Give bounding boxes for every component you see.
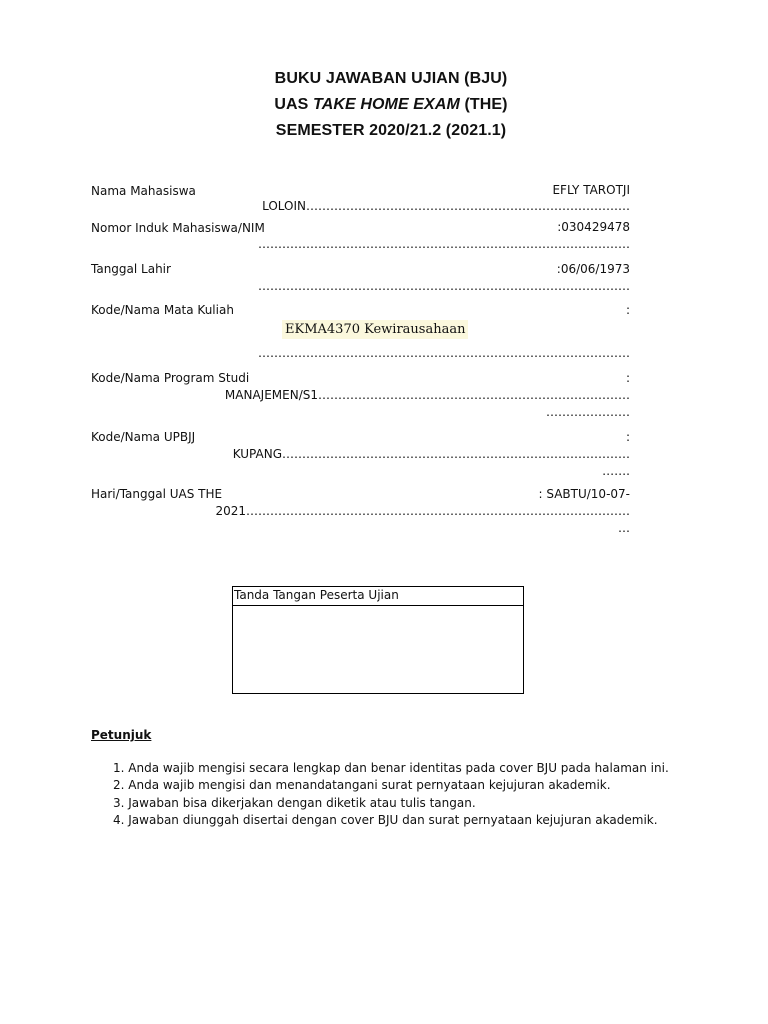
value-hari-tanggal-line2: 2021…………………………………………………………………………………… [215, 504, 630, 518]
value-nama-line2: LOLOIN……………………………………………………………………… [262, 199, 630, 213]
course-name-highlight: EKMA4370 Kewirausahaan [282, 320, 468, 339]
signature-area [233, 606, 523, 694]
instruction-item: 1. Anda wajib mengisi secara lengkap dan benar identitas pada cover BJU pada halaman ini. [113, 761, 669, 775]
instructions-list [113, 760, 669, 829]
header-exam-suffix: (THE) [459, 96, 508, 113]
signature-box [232, 586, 524, 694]
header-title: BUKU JAWABAN UJIAN (BJU) [274, 70, 508, 87]
instructions-title: Petunjuk [91, 728, 152, 742]
label-mata-kuliah: Kode/Nama Mata Kuliah [91, 303, 234, 317]
label-nama-mahasiswa: Nama Mahasiswa [91, 184, 196, 198]
value-nama-line1: EFLY TAROTJI [552, 183, 630, 197]
label-nim: Nomor Induk Mahasiswa/NIM [91, 221, 265, 235]
label-tanggal-lahir: Tanggal Lahir [91, 262, 171, 276]
header-exam-prefix: UAS [274, 96, 314, 113]
value-program-studi-colon: : [625, 371, 630, 385]
label-program-studi: Kode/Nama Program Studi [91, 371, 250, 385]
instruction-item: 3. Jawaban bisa dikerjakan dengan diketik atau tulis tangan. [113, 795, 476, 810]
header-exam-italic: TAKE HOME EXAM [313, 96, 460, 113]
value-tanggal-lahir-line2: ………………………………………………………………………………… [258, 279, 630, 293]
value-hari-tanggal-line3: … [618, 521, 630, 535]
instruction-item: 2. Anda wajib mengisi dan menandatangani surat pernyataan kejujuran akademik. [113, 778, 611, 793]
label-upbjj: Kode/Nama UPBJJ [91, 430, 196, 444]
header-exam-type [0, 92, 768, 118]
value-mata-kuliah-line2: ………………………………………………………………………………… [258, 346, 630, 360]
label-hari-tanggal: Hari/Tanggal UAS THE [91, 487, 223, 501]
value-program-studi-line2: MANAJEMEN/S1…………………………………………………………………… [224, 388, 630, 402]
value-program-studi-line3: ………………… [546, 405, 630, 419]
instruction-item: 4. Jawaban diunggah disertai dengan cover BJU dan surat pernyataan kejujuran akademik. [113, 812, 658, 827]
value-upbjj-line2: KUPANG…………………………………………………………………………… [232, 447, 630, 461]
value-upbjj-line3: ……. [602, 464, 630, 478]
value-mata-kuliah-colon: : [625, 303, 630, 317]
document-header [0, 66, 768, 144]
value-nim-line2: ………………………………………………………………………………… [258, 237, 630, 251]
value-upbjj-colon: : [625, 430, 630, 444]
value-hari-tanggal-line1: : SABTU/10-07- [538, 487, 630, 501]
value-nim-line1: :030429478 [557, 220, 630, 234]
header-semester: SEMESTER 2020/21.2 (2021.1) [275, 122, 507, 139]
value-tanggal-lahir-line1: :06/06/1973 [556, 262, 630, 276]
signature-label: Tanda Tangan Peserta Ujian [233, 587, 523, 606]
